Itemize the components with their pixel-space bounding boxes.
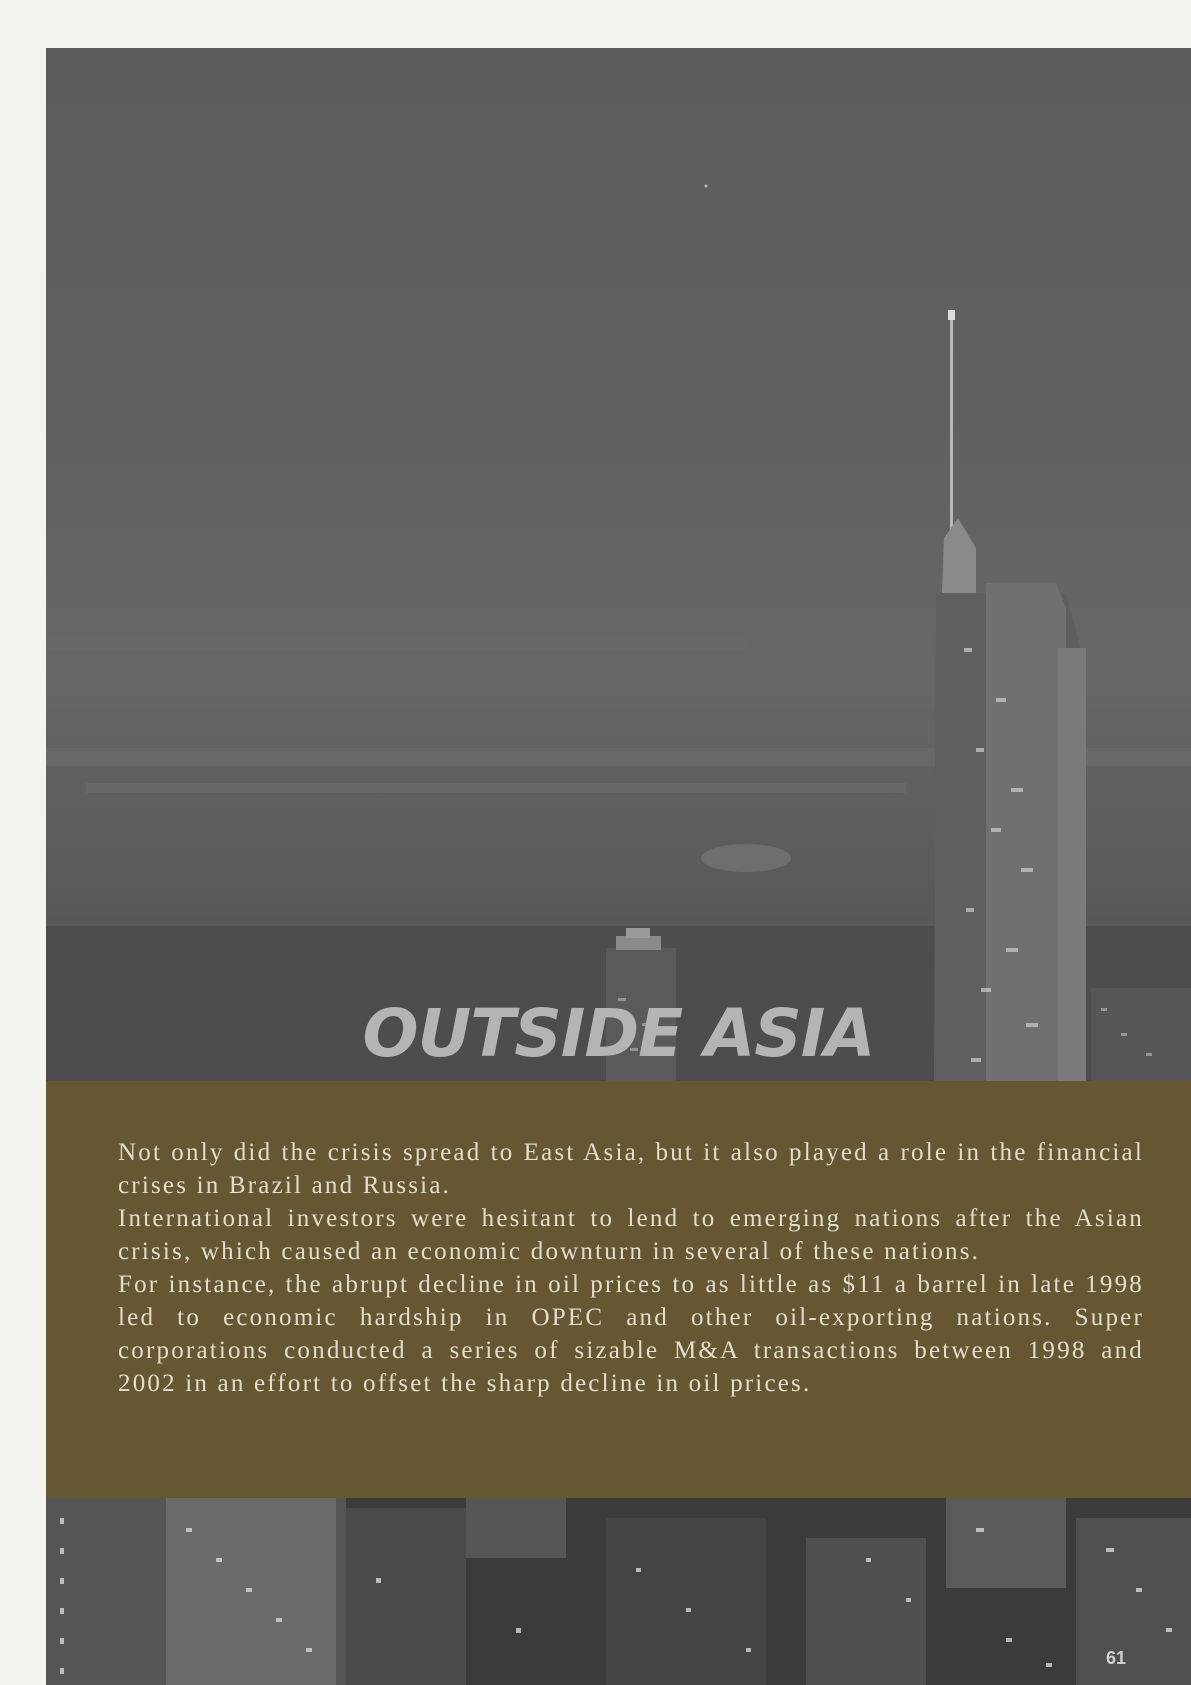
city-night-photo [46, 1498, 1191, 1685]
paragraph-3: For instance, the abrupt decline in oil prices to as little as $11 a barrel in late 1998 led to economic hardship in OPEC and other oil-exporting nations. Super corporations conducted a series of sizable M&A transactions between 1998 and 2002 in an effort to offset the sharp decline in oil prices. [118, 1271, 1144, 1397]
paragraph-1: Not only did the crisis spread to East Asia, but it also played a role in the financial crises in Brazil and Russia. [118, 1139, 1144, 1199]
skyline-photo [46, 48, 1191, 1081]
body-text [118, 1136, 1144, 1400]
page-title: OUTSIDE ASIA [362, 995, 875, 1072]
page-number: 61 [1106, 1648, 1127, 1668]
city-night-photo-art [46, 1498, 1191, 1685]
paragraph-2: International investors were hesitant to lend to emerging nations after the Asian crisis, which caused an economic downturn in several of these nations. [118, 1205, 1144, 1265]
skyline-photo-art [46, 48, 1191, 1081]
document-page [46, 48, 1191, 1685]
